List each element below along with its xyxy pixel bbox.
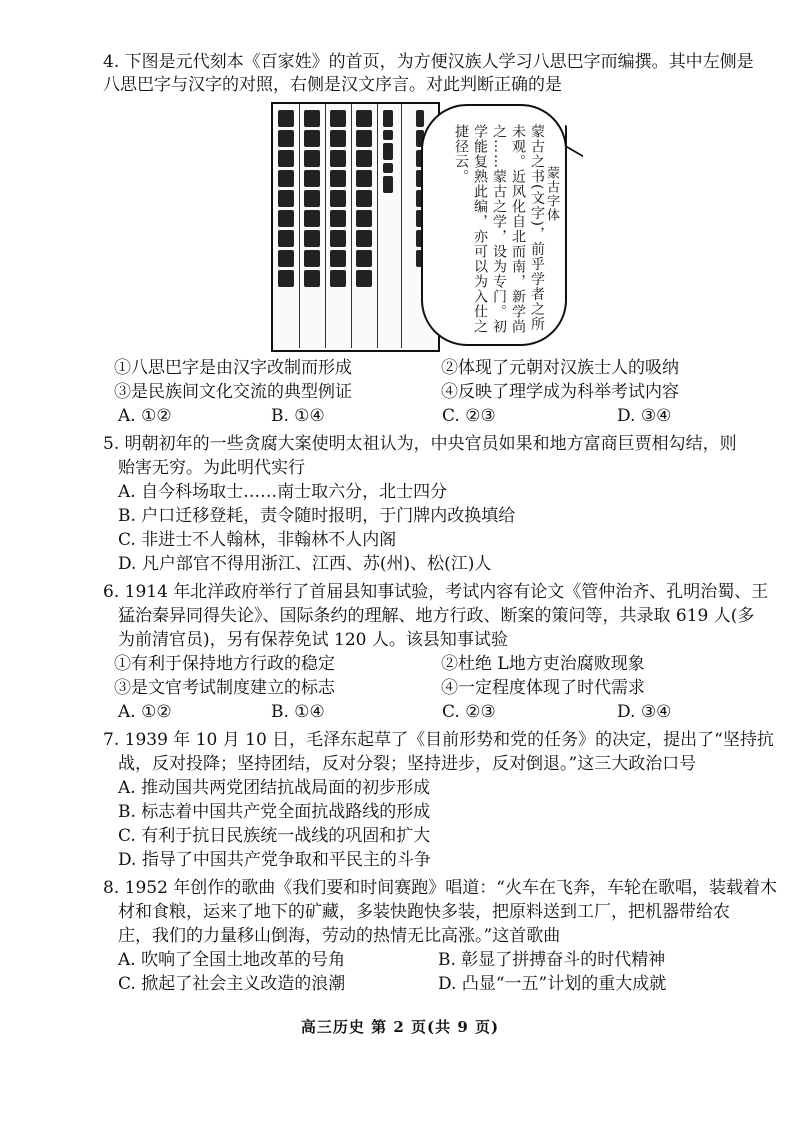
q6-statement-2: ②杜绝 L地方吏治腐败现象 [441,654,645,674]
q4-statement-2: ②体现了元朝对汉族士人的吸纳 [441,358,679,378]
q8-option-c[interactable]: C. 掀起了社会主义改造的浪潮 [118,974,346,994]
q4-option-a[interactable]: A. ①② [118,406,172,426]
q4-statement-3: ③是民族间文化交流的典型例证 [114,382,352,402]
q7-option-b[interactable]: B. 标志着中国共产党全面抗战路线的形成 [118,802,431,822]
mongol-script-caption: 蒙古字体 [544,166,559,222]
preface-line-4: 学能复熟此编，亦可以为入仕之 [472,124,488,334]
q6-option-b[interactable]: B. ①④ [271,702,325,722]
q8-option-d[interactable]: D. 凸显“一五”计划的重大成就 [438,974,667,994]
q8-stem-line-2: 材和食粮，运来了地下的矿藏，多装快跑快多装，把原料送到工厂，把机器带给农 [118,902,730,922]
q4-option-c[interactable]: C. ②③ [442,406,496,426]
q7-stem-line-2: 战，反对投降；坚持团结，反对分裂；坚持进步，反对倒退。”这三大政治口号 [118,754,697,774]
page-footer: 高三历史 第 2 页(共 9 页) [300,1018,500,1036]
preface-line-5: 捷径云。 [453,124,469,184]
q8-option-a[interactable]: A. 吹响了全国土地改革的号角 [118,950,346,970]
q4-option-b[interactable]: B. ①④ [271,406,325,426]
preface-line-2: 未观。近风化自北而南，新学尚 [510,124,526,334]
preface-speech-bubble [421,104,567,346]
q5-option-a[interactable]: A. 自今科场取士……南士取六分，北士四分 [118,482,448,502]
q6-stem-line-2: 猛治秦异同得失论》、国际条约的理解、地方行政、断案的策问等，共录取 619 人(多 [118,606,755,626]
q6-stem-line-3: 为前清官员)，另有保荐免试 120 人。该县知事试验 [118,630,508,650]
q6-stem-line-1: 6. 1914 年北洋政府举行了首届县知事试验，考试内容有论文《管仲治齐、孔明治蜀、王 [103,582,769,602]
q6-statement-1: ①有利于保持地方行政的稳定 [114,654,335,674]
q7-option-a[interactable]: A. 推动国共两党团结抗战局面的初步形成 [118,778,431,798]
q6-statement-4: ④一定程度体现了时代需求 [441,678,645,698]
q5-option-b[interactable]: B. 户口迁移登耗，责令随时报明，于门牌内改换填给 [118,506,516,526]
q6-statement-3: ③是文官考试制度建立的标志 [114,678,335,698]
q6-option-a[interactable]: A. ①② [118,702,172,722]
q8-stem-line-3: 庄，我们的力量移山倒海，劳动的热情无比高涨。”这首歌曲 [118,926,561,946]
q4-figure [271,102,571,350]
preface-line-3: 之……蒙古之学，设为专门。初 [491,124,507,334]
preface-line-1: 蒙古之书(文字)，前乎学者之所 [529,124,545,332]
q7-stem-line-1: 7. 1939 年 10 月 10 日，毛泽东起草了《目前形势和党的任务》的决定，提出了“坚持抗 [103,730,774,750]
q5-option-c[interactable]: C. 非进士不人翰林，非翰林不人内阁 [118,530,397,550]
q5-stem-line-2: 贻害无穷。为此明代实行 [118,458,305,478]
q8-option-b[interactable]: B. 彰显了拼搏奋斗的时代精神 [438,950,666,970]
q4-statement-4: ④反映了理学成为科举考试内容 [441,382,679,402]
q4-statement-1: ①八思巴字是由汉字改制而形成 [114,358,352,378]
q5-stem-line-1: 5. 明朝初年的一些贪腐大案使明太祖认为，中央官员如果和地方富商巨贾相勾结，则 [103,434,737,454]
q5-option-d[interactable]: D. 凡户部官不得用浙江、江西、苏(州)、松(江)人 [118,554,492,574]
q7-option-c[interactable]: C. 有利于抗日民族统一战线的巩固和扩大 [118,826,431,846]
q6-option-c[interactable]: C. ②③ [442,702,496,722]
q8-stem-line-1: 8. 1952 年创作的歌曲《我们要和时间赛跑》唱道：“火车在飞奔，车轮在歌唱，装载着木 [103,878,777,898]
q4-option-d[interactable]: D. ③④ [617,406,672,426]
q7-option-d[interactable]: D. 指导了中国共产党争取和平民主的斗争 [118,850,431,870]
baijiaxing-page-image [271,102,440,352]
q4-stem-line-2: 八思巴字与汉字的对照，右侧是汉文序言。对此判断正确的是 [103,75,562,95]
q6-option-d[interactable]: D. ③④ [617,702,672,722]
q4-stem-line-1: 4. 下图是元代刻本《百家姓》的首页，为方便汉族人学习八思巴字而编撰。其中左侧是 [103,52,754,72]
